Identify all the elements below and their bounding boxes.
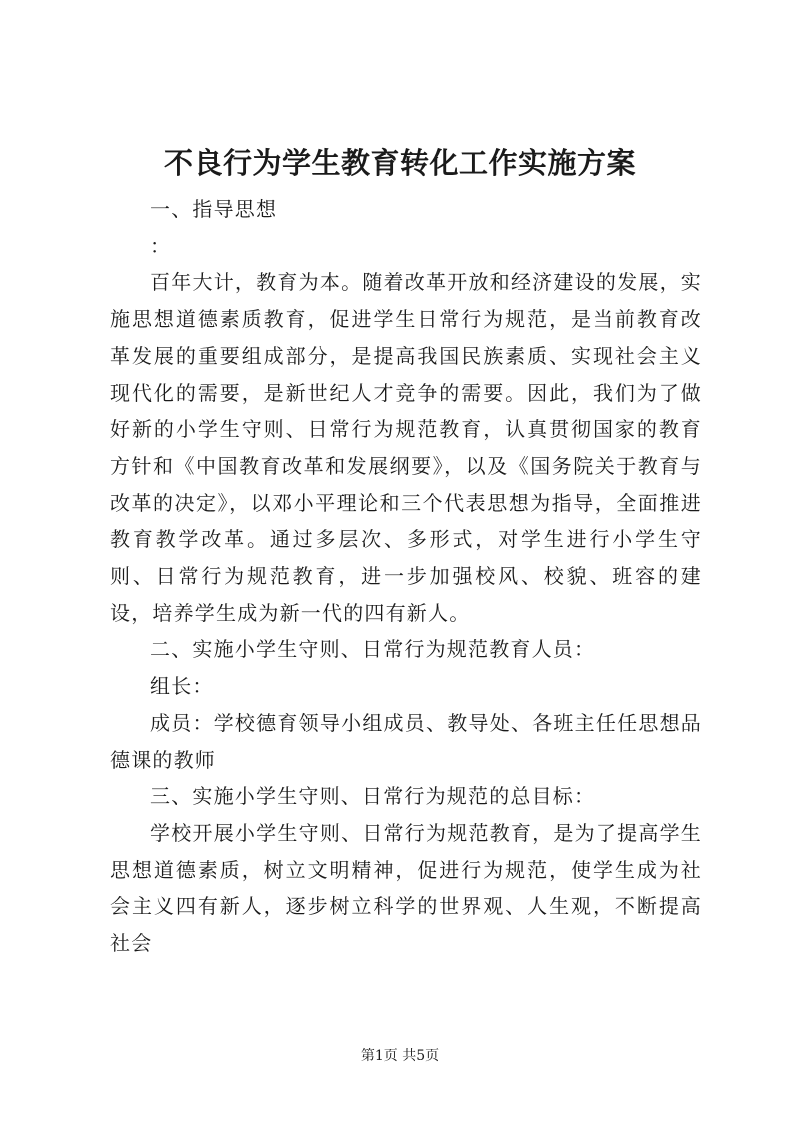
paragraph-group-leader: 组长： (150, 674, 214, 699)
section-heading-guiding-thought: 一、指导思想 (150, 197, 278, 221)
paragraph-guiding-thought-body: 百年大计，教育为本。随着改革开放和经济建设的发展，实施思想道德素质教育，促进学生日常行为规范，是当前教育改革发展的重要组成部分，是提高我国民族素质、实现社会主义现代化的需要，是新世纪人才竞争的需要。因此，我们为了做好新的小学生守则、日常行为规范教育，认真贯彻国家的教育方针和《中国教育改革和发展纲要》，以及《国务院关于教育与改革的决定》，以邓小平理论和三个代表思想为指导，全面推进教育教学改革。通过多层次、多形式，对学生进行小学生守则、日常行为规范教育，进一步加强校风、校貌、班容的建设，培养学生成为新一代的四有新人。 (110, 270, 702, 625)
page-footer: 第1页 共5页 (360, 1048, 440, 1064)
paragraph-overall-goal-body: 学校开展小学生守则、日常行为规范教育，是为了提高学生思想道德素质，树立文明精神，促进行为规范，使学生成为社会主义四有新人，逐步树立科学的世界观、人生观，不断提高社会 (110, 820, 702, 956)
document-body (110, 191, 702, 962)
colon-line: ： (150, 233, 172, 258)
document-title: 不良行为学生教育转化工作实施方案 (163, 146, 636, 180)
section-heading-overall-goal: 三、实施小学生守则、日常行为规范的总目标： (150, 784, 596, 809)
section-heading-personnel: 二、实施小学生守则、日常行为规范教育人员： (150, 637, 596, 662)
paragraph-members: 成员：学校德育领导小组成员、教导处、各班主任任思想品德课的教师 (110, 710, 702, 772)
